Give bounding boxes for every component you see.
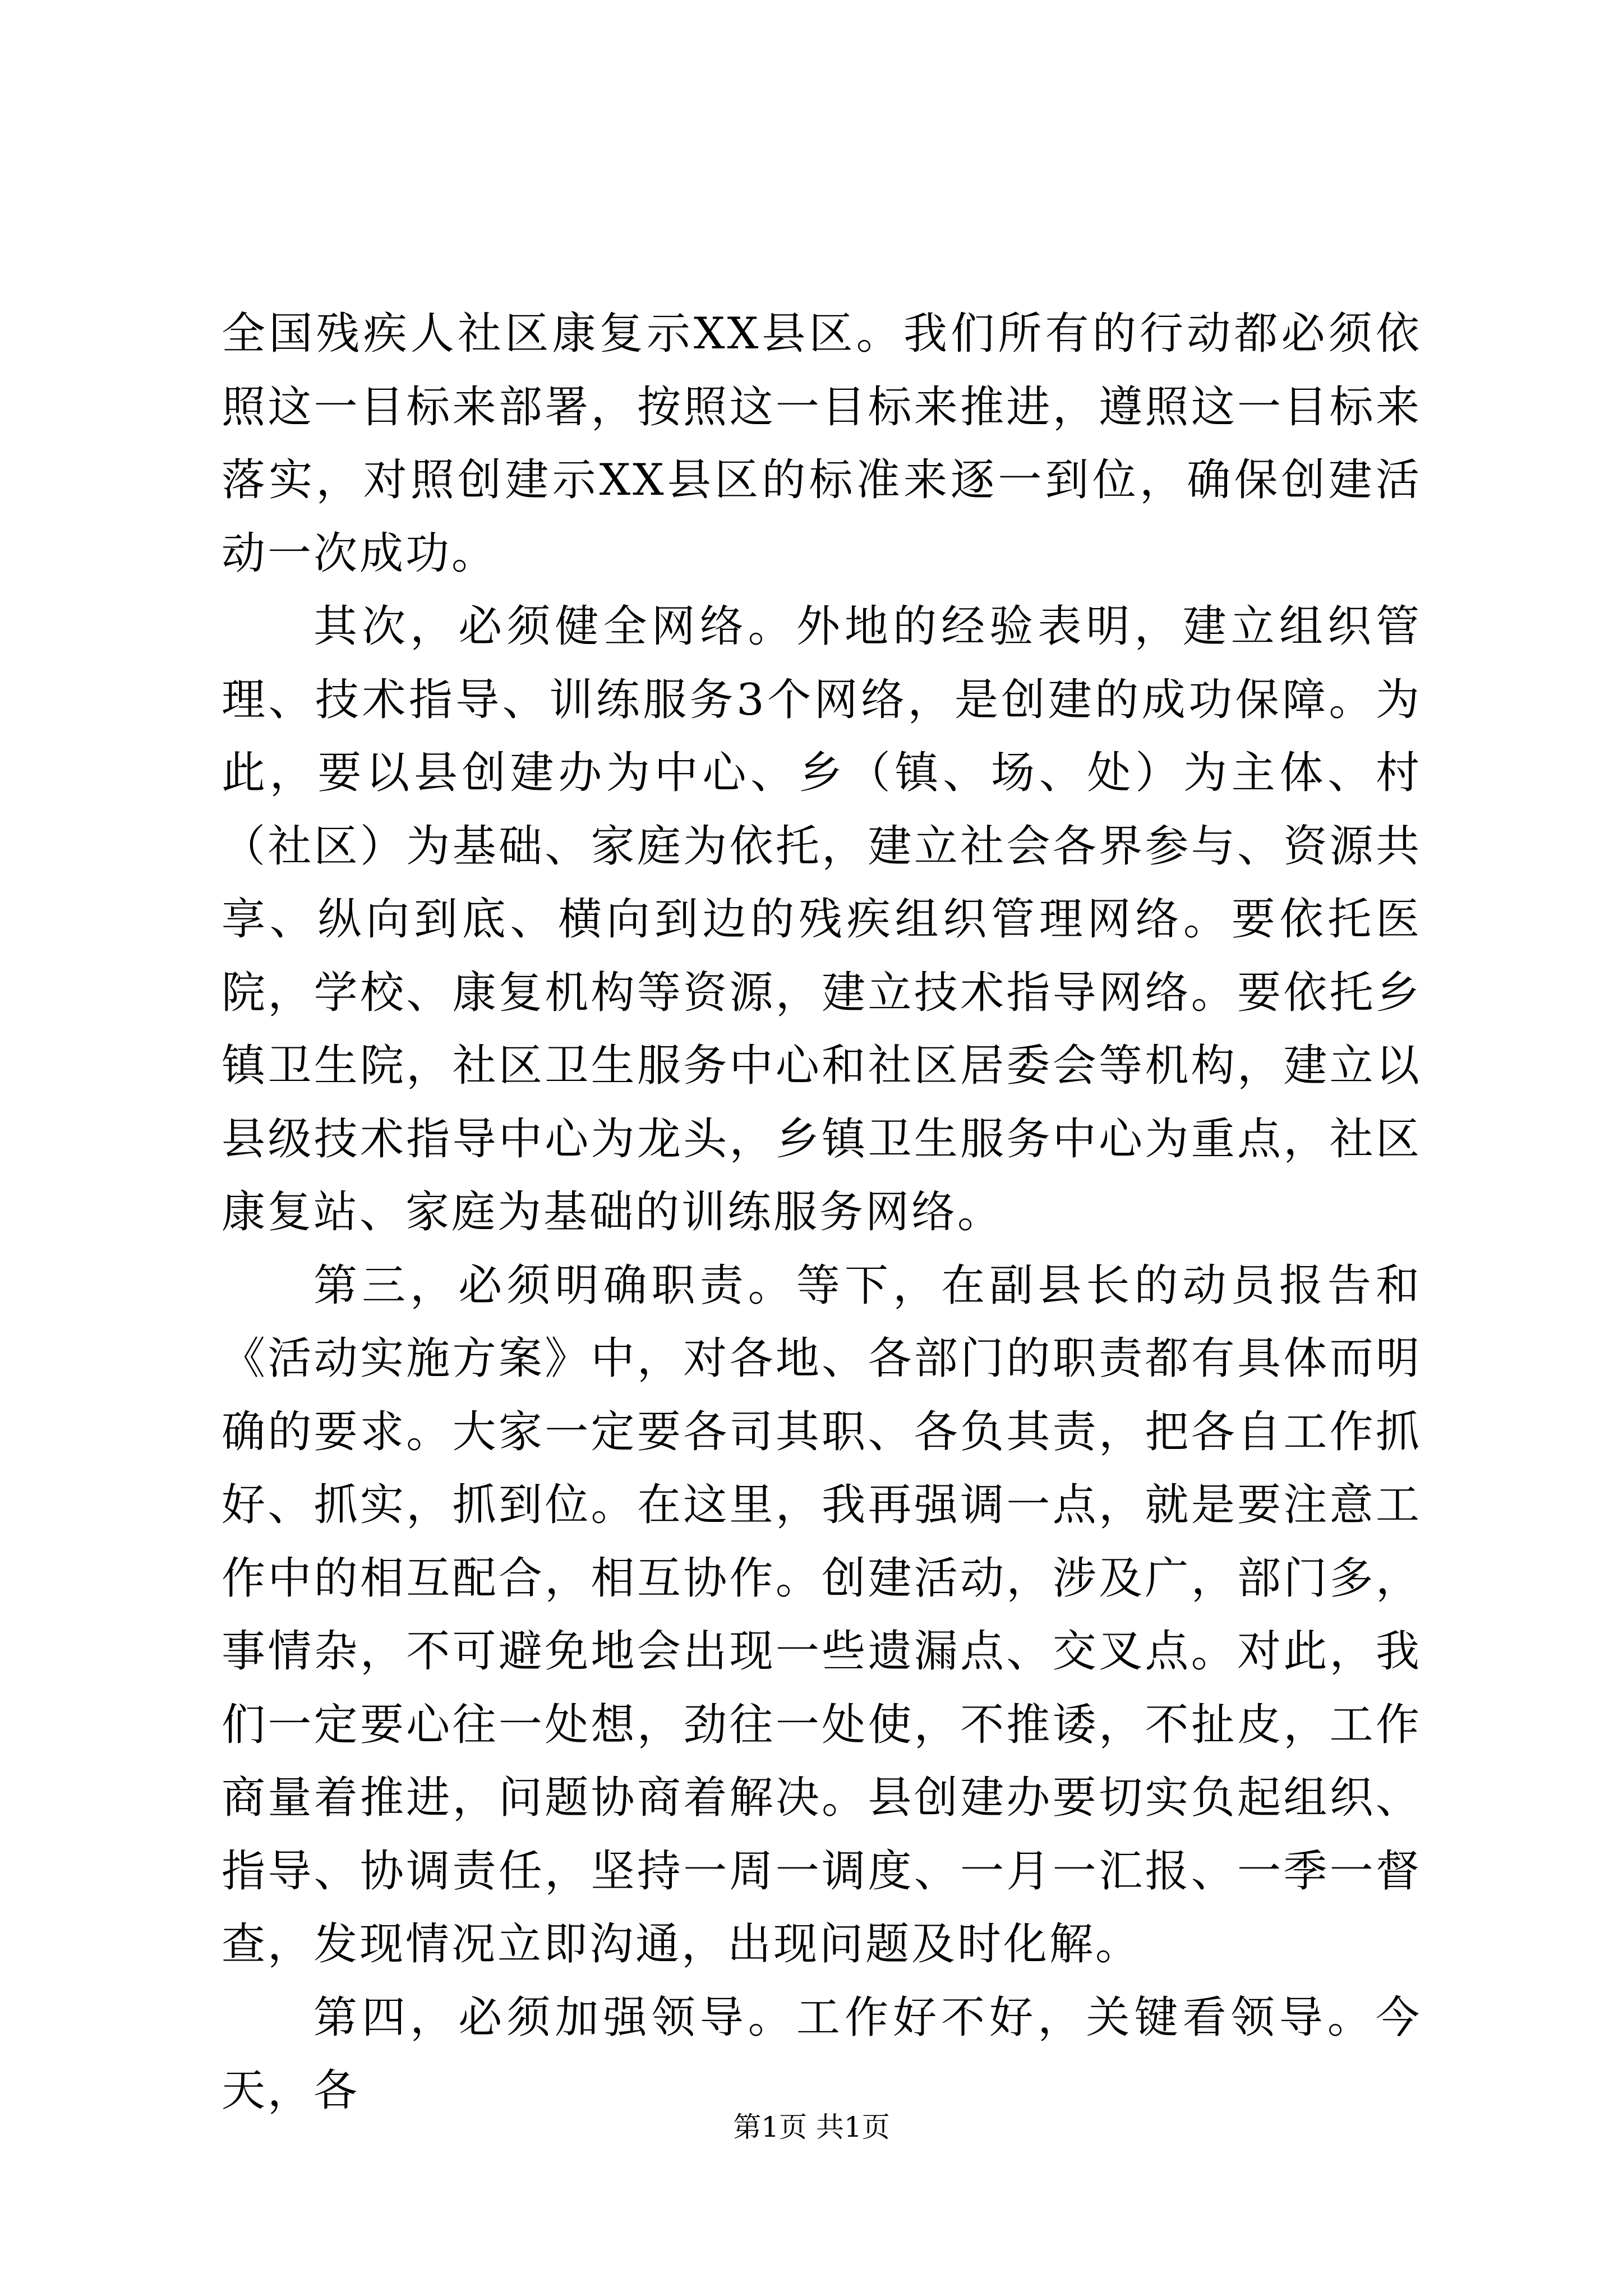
paragraph-4: 第四，必须加强领导。工作好不好，关键看领导。今天，各 [222, 1992, 1422, 2116]
paragraph-1: 全国残疾人社区康复示XX县区。我们所有的行动都必须依照这一目标来部署，按照这一目标来推进，遵照这一目标来落实，对照创建示XX县区的标准来逐一到位，确保创建活动一次成功。 [222, 309, 1422, 579]
document-body [222, 297, 1422, 2128]
paragraph-3: 第三，必须明确职责。等下，在副县长的动员报告和《活动实施方案》中，对各地、各部门的职责都有具体而明确的要求。大家一定要各司其职、各负其责，把各自工作抓好、抓实，抓到位。在这里，我再强调一点，就是要注意工作中的相互配合，相互协作。创建活动，涉及广，部门多，事情杂，不可避免地会出现一些遗漏点、交叉点。对此，我们一定要心往一处想，劲往一处使，不推诿，不扯皮，工作商量着推进，问题协商着解决。县创建办要切实负起组织、指导、协调责任，坚持一周一调度、一月一汇报、一季一督查，发现情况立即沟通，出现问题及时化解。 [222, 1260, 1422, 1970]
paragraph-2: 其次，必须健全网络。外地的经验表明，建立组织管理、技术指导、训练服务3个网络，是创建的成功保障。为此，要以县创建办为中心、乡（镇、场、处）为主体、村（社区）为基础、家庭为依托，建立社会各界参与、资源共享、纵向到底、横向到边的残疾组织管理网络。要依托医院，学校、康复机构等资源，建立技术指导网络。要依托乡镇卫生院，社区卫生服务中心和社区居委会等机构，建立以县级技术指导中心为龙头，乡镇卫生服务中心为重点，社区康复站、家庭为基础的训练服务网络。 [222, 601, 1422, 1237]
page-footer: 第1页 共1页 [733, 2111, 890, 2143]
